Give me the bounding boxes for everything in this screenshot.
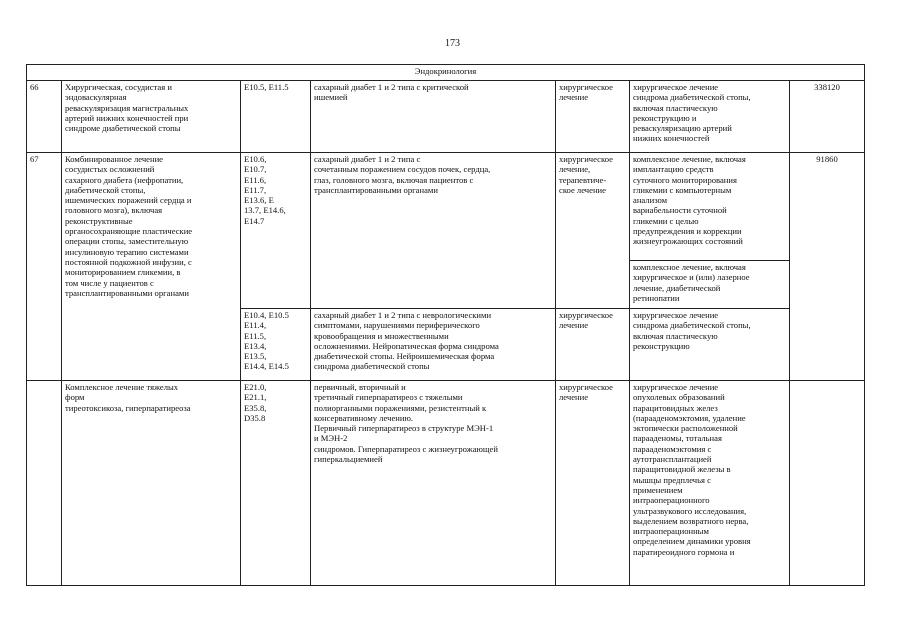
patient-model: сахарный диабет 1 и 2 типа с критической ишемией [311, 81, 556, 153]
cost-value [790, 381, 865, 586]
row-number: 66 [27, 81, 62, 153]
row-number: 67 [27, 153, 62, 381]
treatment-type: хирургическое лечение, терапевтиче- ское лечение [556, 153, 630, 309]
patient-model: первичный, вторичный и третичный гиперпаратиреоз с тяжелыми полиорганными поражениями, резистентный к консервативному лечению. Первичный гиперпаратиреоз в структуре МЭН-1 и МЭН-2 синдромов. Гиперпаратиреоз с жизнеугрожающей гиперкальциемией [311, 381, 556, 586]
treatment-method: хирургическое лечение синдрома диабетической стопы, включая пластическую реконструкцию и реваскуляризацию артерий нижних конечностей [630, 81, 790, 153]
icd-codes: E21.0, E21.1, E35.8, D35.8 [241, 381, 311, 586]
services-table [26, 64, 865, 586]
section-header-row [27, 65, 865, 81]
treatment-type: хирургическое лечение [556, 309, 630, 381]
section-title: Эндокринология [27, 65, 865, 81]
cost-value: 91860 [790, 153, 865, 381]
treatment-method: комплексное лечение, включая хирургическое и (или) лазерное лечение, диабетической ретинопатии [630, 261, 790, 309]
patient-model: сахарный диабет 1 и 2 типа с неврологическими симптомами, нарушениями периферического кровообращения и множественными осложнениями. Нейропатическая форма синдрома диабетической стопы. Нейроишемическая форма синдрома диабетической стопы [311, 309, 556, 381]
icd-codes: E10.6, E10.7, E11.6, E11.7, E13.6, E 13.7, E14.6, E14.7 [241, 153, 311, 309]
service-name: Комбинированное лечение сосудистых осложнений сахарного диабета (нефропатии, диабетической стопы, ишемических поражений сердца и головного мозга), включая реконструктивные органосохраняющие пластические операции стопы, заместительную инсулиновую терапию системами постоянной подкожной инфузии, с мониторированием гликемии, в том числе у пациентов с трансплантированными органами [62, 153, 241, 381]
service-name: Комплексное лечение тяжелых форм тиреотоксикоза, гиперпаратиреоза [62, 381, 241, 586]
cost-value: 338120 [790, 81, 865, 153]
row-number [27, 381, 62, 586]
table-row [27, 81, 865, 153]
icd-codes: E10.4, E10.5 E11.4, E11.5, E13.4, E13.5, E14.4, E14.5 [241, 309, 311, 381]
table-row [27, 381, 865, 586]
patient-model: сахарный диабет 1 и 2 типа с сочетанным поражением сосудов почек, сердца, глаз, головного мозга, включая пациентов с трансплантированными органами [311, 153, 556, 309]
treatment-type: хирургическое лечение [556, 81, 630, 153]
service-name: Хирургическая, сосудистая и эндоваскулярная реваскуляризация магистральных артерий нижних конечностей при синдроме диабетической стопы [62, 81, 241, 153]
treatment-method: хирургическое лечение синдрома диабетической стопы, включая пластическую реконструкцию [630, 309, 790, 381]
table-row [27, 153, 865, 261]
page-number: 173 [445, 38, 460, 49]
treatment-type: хирургическое лечение [556, 381, 630, 586]
treatment-method: комплексное лечение, включая имплантацию средств суточного мониторирования гликемии с компьютерным анализом вариабельности суточной гликемии с целью предупреждения и коррекции жизнеугрожающих состояний [630, 153, 790, 261]
icd-codes: E10.5, E11.5 [241, 81, 311, 153]
treatment-method: хирургическое лечение опухолевых образований парацитовидных желез (парааденомэктомия, удаление эктопически расположенной парааденомы, тотальная парааденомэктомия с аутотрансплантацией паращитовидной железы в мышцы предплечья с применением интраоперационного ультразвукового исследования, выделением возвратного нерва, интраоперационным определением динамики уровня паратиреоидного гормона и [630, 381, 790, 586]
